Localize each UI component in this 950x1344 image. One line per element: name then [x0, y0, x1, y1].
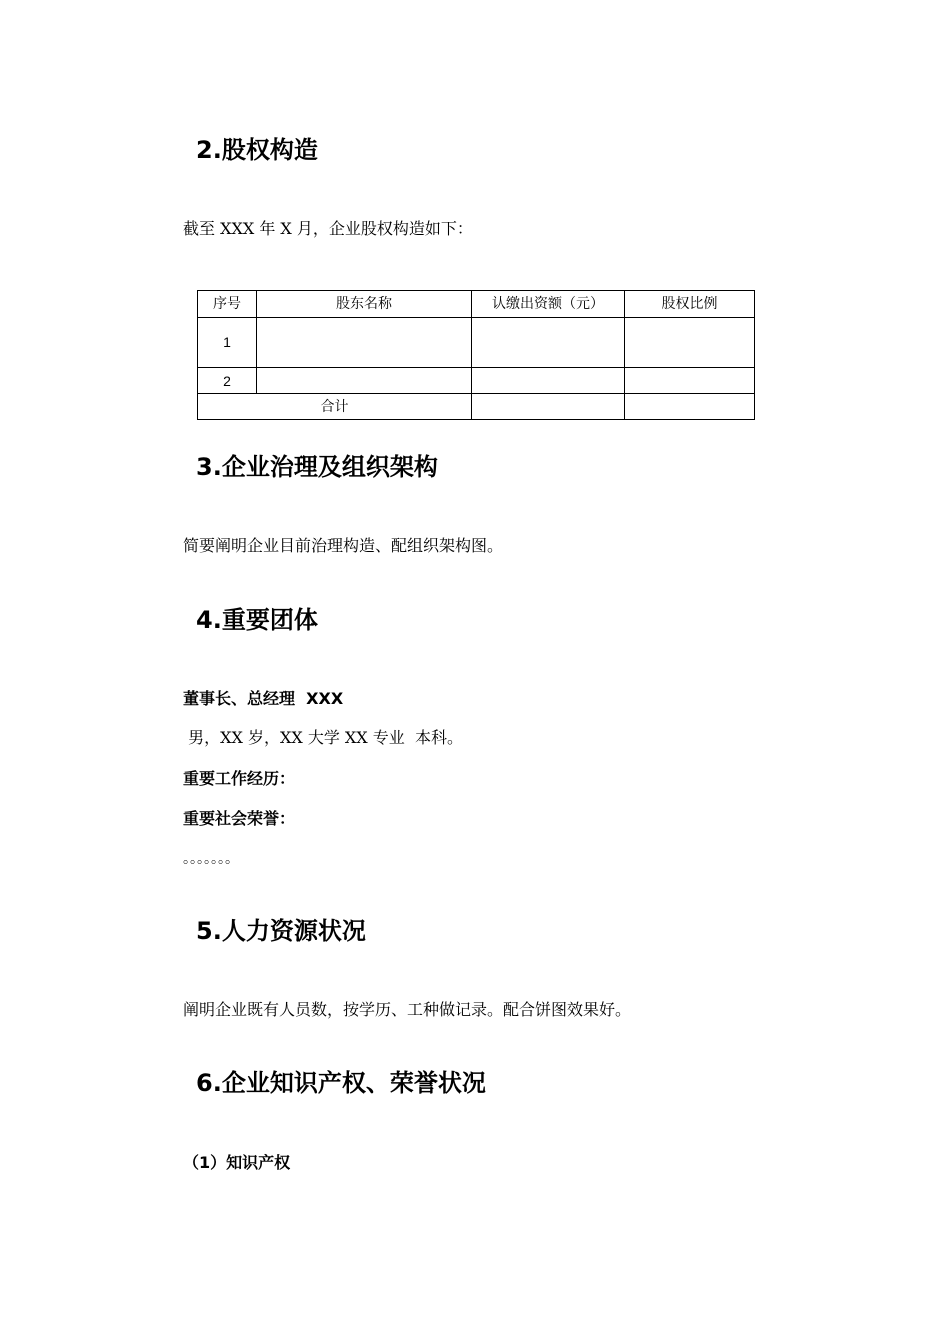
work-experience-label: 重要工作经历：: [183, 769, 296, 788]
table-header-row: [198, 291, 755, 318]
total-subscribed-capital: [472, 394, 625, 420]
row-shareholder-name: [257, 317, 472, 367]
row-serial: 2: [198, 367, 257, 394]
person-title: 董事长、总经理 XXX: [183, 689, 344, 708]
row-equity-ratio: [625, 367, 755, 394]
table-total-row: [198, 394, 755, 420]
section-4-heading: 4.重要团体: [196, 606, 318, 634]
row-serial: 1: [198, 317, 257, 367]
header-subscribed-capital: 认缴出资额（元）: [472, 291, 625, 318]
equity-table: [197, 290, 755, 420]
row-subscribed-capital: [472, 317, 625, 367]
social-honor-label: 重要社会荣誉：: [183, 809, 296, 828]
total-label: 合计: [198, 394, 472, 420]
section-3-heading: 3.企业治理及组织架构: [196, 453, 438, 481]
row-subscribed-capital: [472, 367, 625, 394]
header-shareholder-name: 股东名称: [257, 291, 472, 318]
header-serial: 序号: [198, 291, 257, 318]
total-equity-ratio: [625, 394, 755, 420]
row-shareholder-name: [257, 367, 472, 394]
section-2-intro: 截至 XXX 年 X 月，企业股权构造如下：: [183, 219, 473, 238]
person-info: 男，XX 岁，XX 大学 XX 专业 本科。: [183, 728, 463, 747]
section-5-heading: 5.人力资源状况: [196, 917, 366, 945]
header-equity-ratio: 股权比例: [625, 291, 755, 318]
ellipsis-dots: 。。。。。。。: [183, 851, 239, 867]
section-2-heading: 2.股权构造: [196, 136, 318, 164]
section-6-heading: 6.企业知识产权、荣誉状况: [196, 1069, 486, 1097]
table-row: [198, 367, 755, 394]
table-row: [198, 317, 755, 367]
section-5-text: 阐明企业既有人员数，按学历、工种做记录。配合饼图效果好。: [183, 1000, 632, 1019]
section-3-text: 简要阐明企业目前治理构造、配组织架构图。: [183, 536, 504, 555]
subsection-ip-heading: （1）知识产权: [183, 1153, 291, 1172]
row-equity-ratio: [625, 317, 755, 367]
